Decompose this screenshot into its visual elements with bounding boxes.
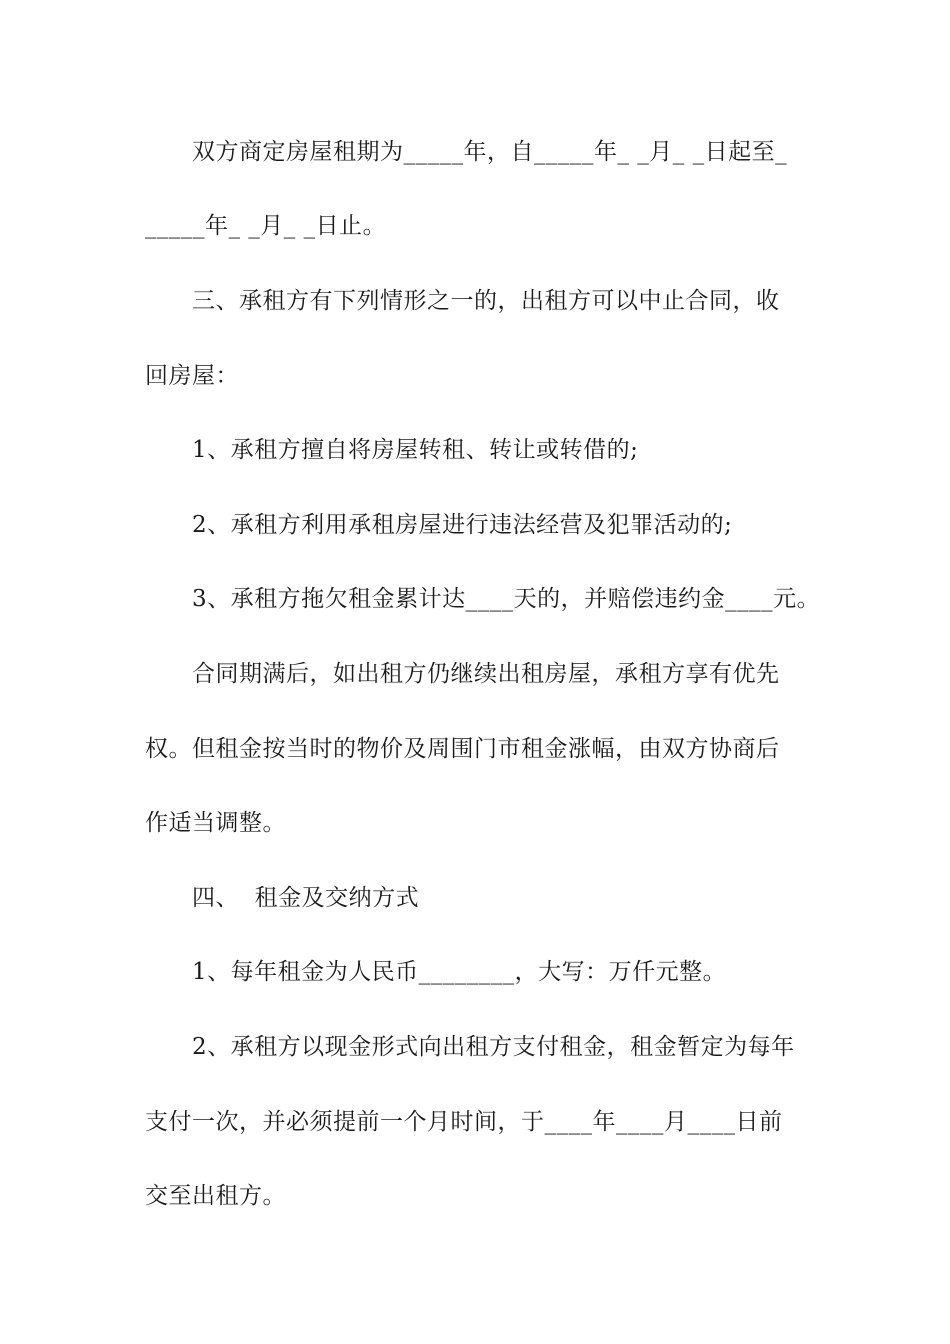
rent-clause-1: 1、每年租金为人民币________，大写：万仟元整。 <box>192 959 727 985</box>
renewal-paragraph-line-3: 作适当调整。 <box>145 810 286 836</box>
rent-clause-2-line-1: 2、承租方以现金形式向出租方支付租金，租金暂定为每年 <box>192 1034 795 1060</box>
renewal-paragraph-line-2: 权。但租金按当时的物价及周围门市租金涨幅，由双方协商后 <box>145 736 780 762</box>
section-four-heading: 四、 租金及交纳方式 <box>192 885 420 911</box>
clause-2: 2、承租方利用承租房屋进行违法经营及犯罪活动的; <box>192 512 733 538</box>
clause-1: 1、承租方擅自将房屋转租、转让或转借的; <box>192 437 639 463</box>
rent-clause-2-line-2: 支付一次，并必须提前一个月时间，于____年____月____日前 <box>145 1109 783 1135</box>
clause-3: 3、承租方拖欠租金累计达____天的，并赔偿违约金____元。 <box>192 586 821 612</box>
lease-term-line-2: _____年_ _月_ _日止。 <box>145 213 387 239</box>
rent-clause-2-line-3: 交至出租方。 <box>145 1183 286 1209</box>
lease-term-line-1: 双方商定房屋租期为_____年，自_____年_ _月_ _日起至_ <box>192 139 788 165</box>
section-three-heading-line-2: 回房屋： <box>145 363 239 389</box>
section-three-heading-line-1: 三、承租方有下列情形之一的，出租方可以中止合同，收 <box>192 288 780 314</box>
renewal-paragraph-line-1: 合同期满后，如出租方仍继续出租房屋，承租方享有优先 <box>192 661 780 687</box>
